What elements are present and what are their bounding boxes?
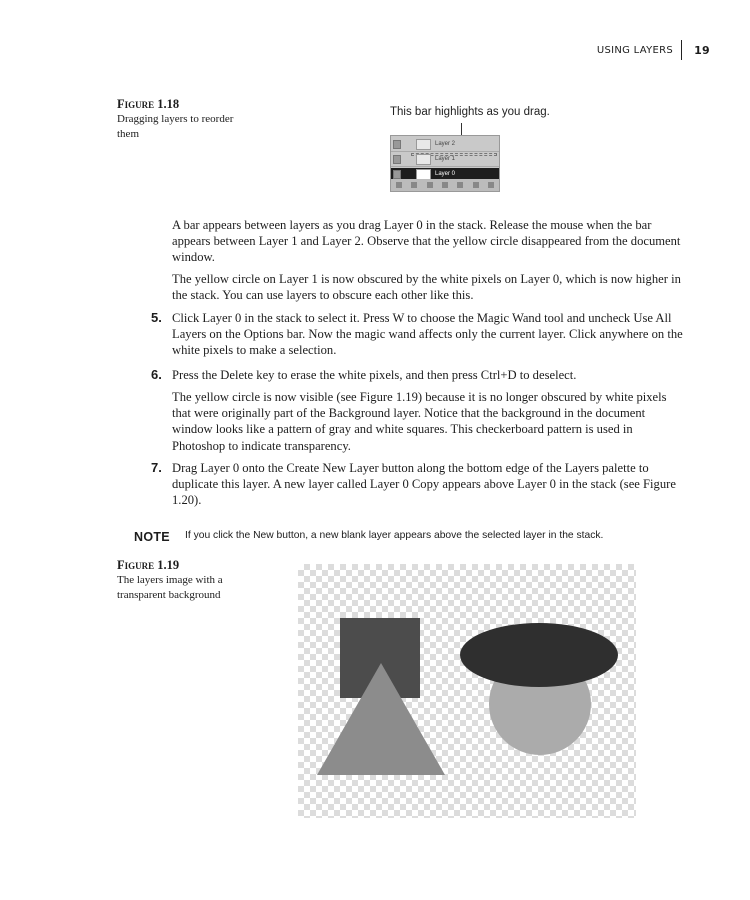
dark-ellipse-shape xyxy=(460,623,618,687)
figure-1-18-callout: This bar highlights as you drag. xyxy=(390,106,550,118)
page-number: 19 xyxy=(694,43,710,57)
figure-1-18-caption xyxy=(117,96,252,142)
palette-button-icon xyxy=(457,182,463,188)
figure-1-19-image xyxy=(298,564,636,818)
figure-1-18-label: Figure 1.18 xyxy=(117,97,180,111)
note-text: If you click the New button, a new blank layer appears above the selected layer in the stack. xyxy=(185,530,604,541)
layer-name: Layer 0 xyxy=(435,171,456,177)
palette-button-icon xyxy=(488,182,494,188)
figure-1-18-description: Dragging layers to reorder them xyxy=(117,113,234,140)
paragraph: A bar appears between layers as you drag Layer 0 in the stack. Release the mouse when the bar appears between Layer 1 and Layer 2. Observe that the yellow circle disappeared from the document window. xyxy=(172,218,681,265)
step-paragraph: Press the Delete key to erase the white pixels, and then press Ctrl+D to deselect. xyxy=(172,368,577,382)
palette-button-icon xyxy=(473,182,479,188)
eye-icon xyxy=(393,140,401,149)
palette-button-bar xyxy=(391,179,499,191)
eye-icon xyxy=(393,170,401,179)
step-number: 5. xyxy=(151,310,162,325)
shapes-illustration xyxy=(298,564,636,818)
layers-palette-image xyxy=(390,135,500,192)
figure-1-19-description: The layers image with a transparent background xyxy=(117,574,223,601)
palette-button-icon xyxy=(427,182,433,188)
palette-button-icon xyxy=(442,182,448,188)
palette-button-icon xyxy=(411,182,417,188)
running-header xyxy=(597,40,710,60)
note-label: NOTE xyxy=(134,530,170,544)
palette-button-icon xyxy=(396,182,402,188)
layer-thumbnail xyxy=(416,139,431,150)
step-paragraph: Click Layer 0 in the stack to select it. Press W to choose the Magic Wand tool and uncheck Use All Layers on the Options bar. Now the magic wand affects only the current layer. Click anywhere on the white pixels to make a selection. xyxy=(172,311,683,358)
layer-row xyxy=(391,153,499,167)
step-number: 7. xyxy=(151,460,162,475)
step-paragraph: Drag Layer 0 onto the Create New Layer button along the bottom edge of the Layers palette to duplicate this layer. A new layer called Layer 0 Copy appears above Layer 0 in the stack (see Figure 1.20). xyxy=(172,461,676,508)
layer-thumbnail xyxy=(416,154,431,165)
eye-icon xyxy=(393,155,401,164)
paragraph: The yellow circle is now visible (see Figure 1.19) because it is no longer obscured by white pixels that were originally part of the Background layer. Notice that the background in the document window looks like a pattern of gray and white squares. This checkerboard pattern is used in Photoshop to indicate transparency. xyxy=(172,390,667,453)
note-callout xyxy=(134,528,604,546)
section-title: USING LAYERS xyxy=(596,44,674,56)
step-number: 6. xyxy=(151,367,162,382)
figure-1-19-caption xyxy=(117,557,252,603)
paragraph: The yellow circle on Layer 1 is now obscured by the white pixels on Layer 0, which is now higher in the stack. You can use layers to obscure each other like this. xyxy=(172,272,681,303)
figure-1-19-label: Figure 1.19 xyxy=(117,558,180,572)
layer-name: Layer 1 xyxy=(435,156,456,162)
layer-row xyxy=(391,138,499,152)
layer-name: Layer 2 xyxy=(435,141,456,147)
gray-triangle-shape xyxy=(317,663,445,775)
